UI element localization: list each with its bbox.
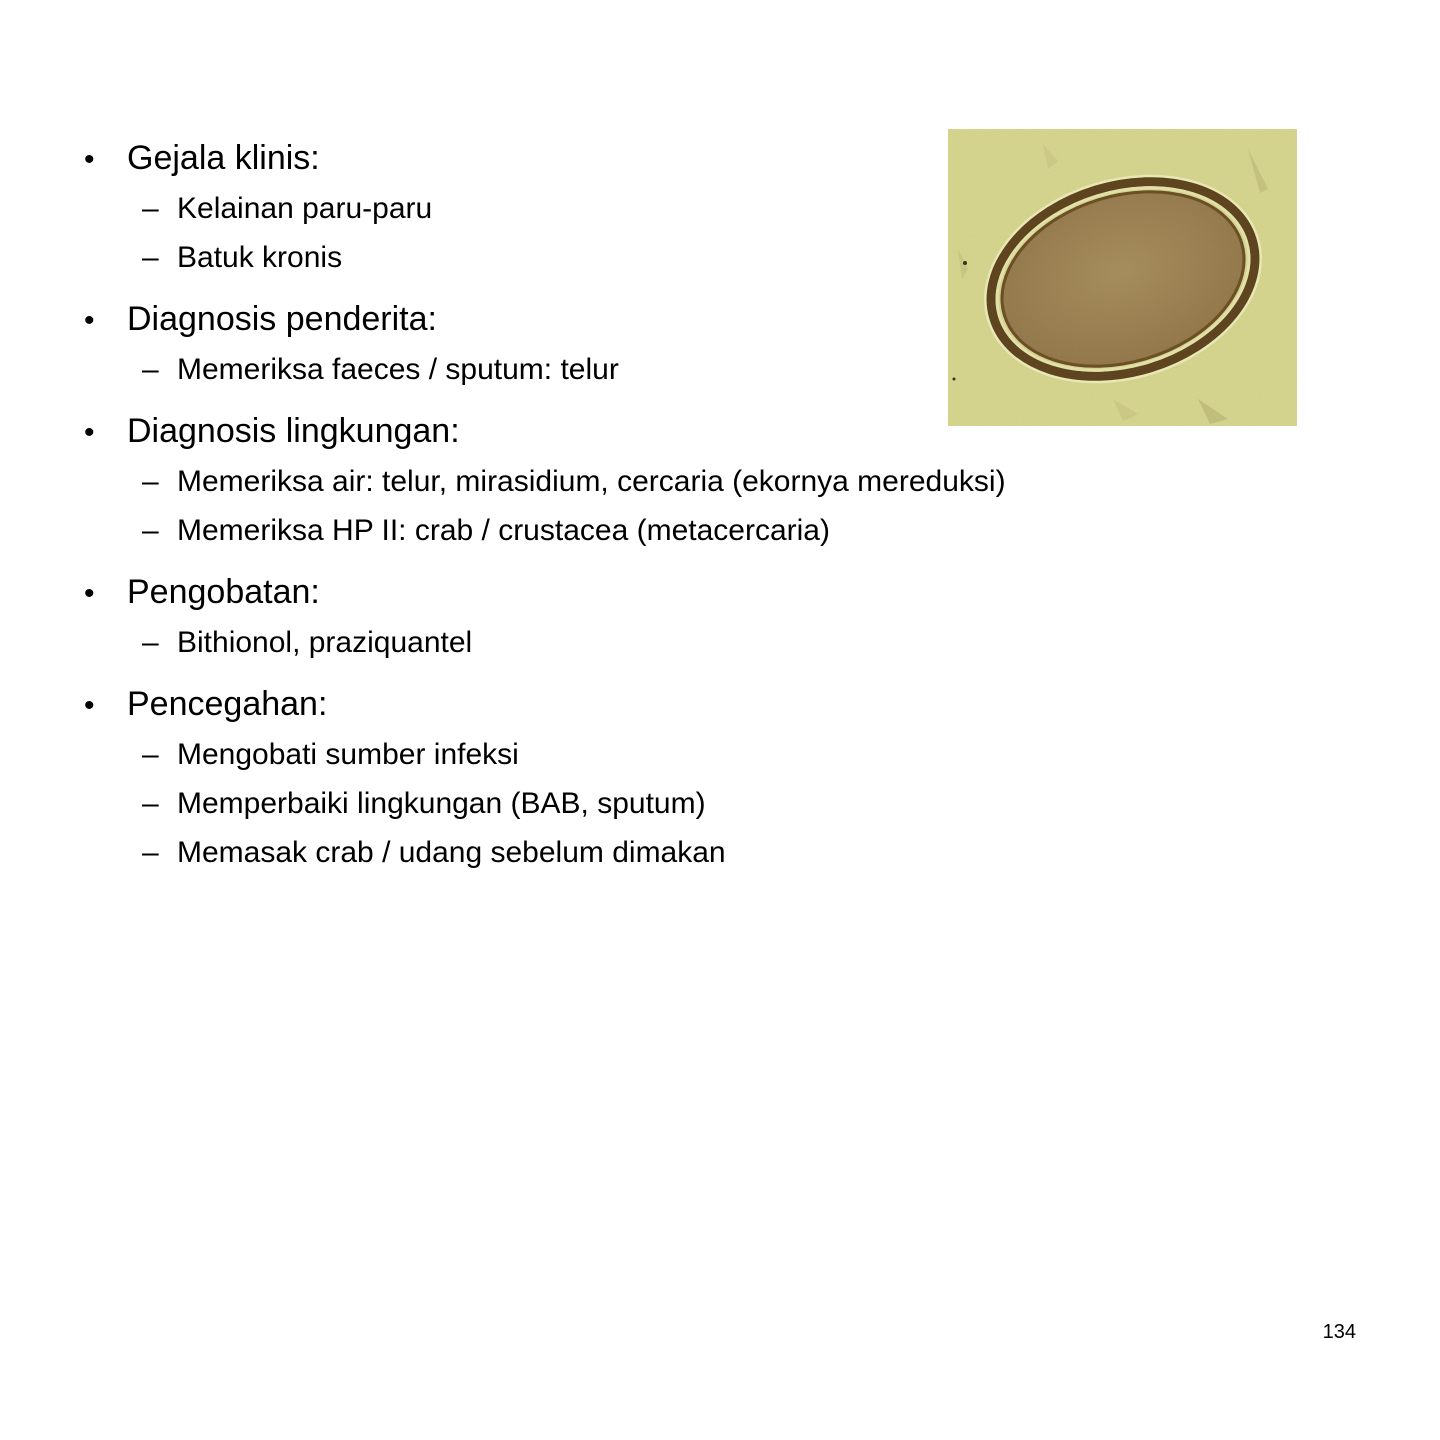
section-pengobatan xyxy=(84,568,1284,667)
sub-bullet xyxy=(142,506,1284,555)
section-heading: Diagnosis penderita: xyxy=(127,300,437,338)
sub-bullet xyxy=(142,828,1284,877)
section-heading: Pencegahan: xyxy=(127,685,328,723)
sub-item-text: Batuk kronis xyxy=(177,241,343,274)
dash-marker: – xyxy=(142,626,159,659)
dash-marker: – xyxy=(142,353,159,386)
dash-marker: – xyxy=(142,192,159,225)
section-heading: Gejala klinis: xyxy=(127,139,320,177)
sub-item-text: Memperbaiki lingkungan (BAB, sputum) xyxy=(177,787,706,820)
sub-bullet xyxy=(142,618,1284,667)
sub-item-text: Memasak crab / udang sebelum dimakan xyxy=(177,836,726,869)
sub-item-text: Memeriksa faeces / sputum: telur xyxy=(177,353,619,386)
section-heading: Diagnosis lingkungan: xyxy=(127,412,460,450)
section-pencegahan xyxy=(84,680,1284,877)
sub-item-text: Bithionol, praziquantel xyxy=(177,626,473,659)
section-heading: Pengobatan: xyxy=(127,573,320,611)
sub-list xyxy=(142,618,1284,667)
dash-marker: – xyxy=(142,465,159,498)
bullet-marker: • xyxy=(84,689,95,722)
sub-item-text: Mengobati sumber infeksi xyxy=(177,738,519,771)
microscope-egg-image xyxy=(948,129,1297,426)
sub-bullet xyxy=(142,457,1284,506)
sub-bullet xyxy=(142,779,1284,828)
dash-marker: – xyxy=(142,787,159,820)
dash-marker: – xyxy=(142,241,159,274)
page-number: 134 xyxy=(1322,1321,1356,1343)
sub-bullet xyxy=(142,730,1284,779)
bullet-marker: • xyxy=(84,143,95,176)
bullet-marker: • xyxy=(84,416,95,449)
sub-list xyxy=(142,457,1284,555)
main-bullet xyxy=(84,568,1284,616)
section-diagnosis-lingkungan xyxy=(84,407,1284,555)
sub-item-text: Kelainan paru-paru xyxy=(177,192,433,225)
dash-marker: – xyxy=(142,836,159,869)
sub-item-text: Memeriksa HP II: crab / crustacea (metacercaria) xyxy=(177,514,830,547)
sub-list xyxy=(142,730,1284,877)
main-bullet xyxy=(84,680,1284,728)
bullet-marker: • xyxy=(84,304,95,337)
dash-marker: – xyxy=(142,514,159,547)
sub-item-text: Memeriksa air: telur, mirasidium, cercaria (ekornya mereduksi) xyxy=(177,465,1006,498)
bullet-marker: • xyxy=(84,577,95,610)
dash-marker: – xyxy=(142,738,159,771)
